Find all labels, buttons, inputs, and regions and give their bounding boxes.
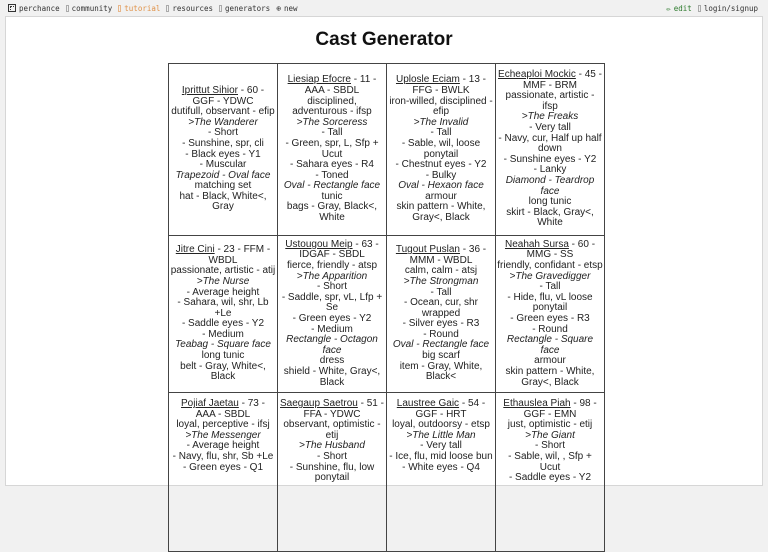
character-traits: calm, calm - atsj [404, 265, 478, 277]
character-role: >The Little Man [406, 429, 476, 441]
nav-edit-label: edit [673, 3, 692, 13]
nav-resources-label: resources [172, 3, 214, 13]
cast-cell [278, 236, 387, 393]
character-role: >The Nurse [196, 275, 250, 287]
character-eyes: - Green eyes - R3 [510, 313, 590, 324]
character-build: - Medium [311, 323, 353, 335]
cast-row [169, 393, 605, 552]
character-accessory: item - Gray, White, Black< [399, 360, 483, 383]
character-role: >The Freaks [521, 111, 579, 123]
nav-login[interactable] [698, 4, 758, 13]
generators-icon [219, 5, 222, 12]
cast-cell [496, 236, 605, 393]
character-eyes: - Silver eyes - R3 [402, 318, 480, 330]
character-build: - Lanky [533, 164, 567, 176]
character-name[interactable]: Ustougou Meip [285, 238, 353, 250]
nav-edit[interactable] [666, 4, 692, 13]
character-outfit: dress [319, 355, 345, 367]
character-height: - Short [534, 440, 565, 452]
character-name[interactable]: Laustree Gaic [396, 398, 460, 409]
character-face: Trapezoid - Oval face [175, 169, 271, 181]
character-traits: dutifull, observant - efip [171, 106, 275, 118]
character-face: Oval - Rectangle face [392, 339, 490, 351]
character-outfit: big scarf [422, 350, 460, 362]
cast-row [169, 236, 605, 393]
community-icon [66, 5, 69, 12]
character-eyes: - Black eyes - Y1 [185, 148, 261, 160]
character-eyes: - Saddle eyes - Y2 [508, 472, 592, 484]
character-name[interactable]: Pojiaf Jaetau [181, 398, 239, 409]
character-traits: observant, optimistic - etij [283, 419, 381, 441]
character-hair: - Ocean, cur, shr wrapped [404, 297, 478, 319]
character-accessory: skin pattern - White, Gray<, Black [505, 365, 595, 388]
nav-community[interactable] [66, 4, 113, 13]
character-height: - Very tall [529, 122, 571, 134]
character-traits: passionate, artistic - ifsp [505, 90, 595, 112]
character-name[interactable]: Tugout Puslan [395, 244, 460, 256]
character-header: - 54 - GGF - HRT [415, 398, 486, 420]
character-eyes: - Chestnut eyes - Y2 [395, 159, 487, 171]
character-hair: - Sable, wil, , Sfp + Ucut [508, 450, 592, 473]
character-height: - Tall [430, 127, 452, 139]
character-role: >The Strongman [403, 275, 479, 287]
top-nav-bar [0, 0, 768, 16]
character-name[interactable]: Uplosle Eciam [395, 74, 460, 86]
character-outfit: tunic [321, 190, 343, 202]
character-traits: fierce, friendly - atsp [286, 260, 378, 272]
character-hair: - Navy, flu, shr, Sb +Le [172, 450, 274, 462]
character-build: - Bulky [425, 169, 457, 181]
character-build: - Toned [315, 169, 349, 181]
character-outfit: long tunic [201, 350, 245, 362]
character-hair: - Hide, flu, vL loose ponytail [507, 291, 593, 314]
character-name[interactable]: Ethauslea Piah [503, 398, 571, 409]
character-build: - Round [532, 323, 568, 335]
character-accessory: skirt - Black, Gray<, White [506, 206, 594, 229]
character-accessory: hat - Black, White<, Gray [179, 190, 267, 213]
character-hair: - Green, spr, L, Sfp + Ucut [285, 137, 379, 160]
tutorial-icon [118, 5, 121, 12]
character-role: >The Giant [525, 429, 575, 441]
character-face: Rectangle - Square face [506, 334, 594, 356]
cast-cell [496, 393, 605, 552]
character-header: - 13 - FFG - BWLK [412, 74, 487, 96]
character-name[interactable]: Iprittut Sihior [181, 84, 238, 96]
character-build: - Round [423, 328, 459, 340]
character-name[interactable]: Saegaup Saetrou [280, 398, 358, 409]
character-hair: - Sahara, wil, shr, Lb +Le [177, 297, 269, 319]
character-header: - 60 - GGF - YDWC [192, 84, 265, 107]
character-name[interactable]: Liesiap Efocre [287, 74, 351, 86]
resources-icon [166, 5, 169, 12]
cast-cell [387, 393, 496, 552]
character-role: >The Apparition [296, 270, 368, 282]
character-traits: iron-willed, disciplined - efip [389, 95, 493, 118]
character-header: - 63 - IDGAF - SBDL [299, 238, 379, 261]
cast-cell [496, 64, 605, 236]
character-traits: loyal, outdoorsy - etsp [392, 419, 490, 431]
nav-generators-label: generators [225, 3, 271, 13]
character-role: >The Messenger [185, 429, 261, 441]
character-hair: - Sunshine, spr, cli [182, 137, 264, 149]
character-header: - 36 - MMM - WBDL [409, 244, 487, 266]
character-hair: - Sable, wil, loose ponytail [401, 137, 481, 160]
character-build: - Muscular [199, 159, 247, 171]
cast-cell [278, 393, 387, 552]
character-face: Oval - Rectangle face [283, 180, 381, 192]
user-icon [698, 5, 701, 12]
character-header: - 23 - FFM - WBDL [208, 244, 271, 266]
character-outfit: long tunic [528, 196, 572, 208]
character-header: - 60 - MMG - SS [526, 238, 596, 261]
nav-generators[interactable] [219, 4, 270, 13]
character-traits: loyal, perceptive - ifsj [176, 419, 270, 431]
character-role: >The Invalid [413, 116, 469, 128]
character-accessory: skin pattern - White, Gray<, Black [396, 201, 486, 224]
character-outfit: armour [425, 190, 457, 202]
plus-circle-icon: ⊕ [276, 3, 282, 13]
character-header: - 51 - FFA - YDWC [303, 398, 384, 420]
nav-tutorial[interactable] [118, 4, 160, 13]
nav-right [666, 4, 768, 13]
cast-cell [169, 393, 278, 552]
page-title: Cast Generator [315, 29, 453, 50]
nav-new[interactable] [276, 4, 297, 13]
character-height: - Tall [539, 281, 561, 293]
nav-perchance-label: perchance [19, 3, 60, 13]
cast-row [169, 64, 605, 236]
character-height: - Short [316, 450, 347, 462]
character-role: >The Wanderer [188, 116, 258, 128]
nav-community-label: community [71, 3, 113, 13]
character-traits: friendly, confidant - etsp [497, 260, 603, 272]
nav-new-label: new [284, 3, 298, 13]
cast-table [168, 63, 605, 552]
character-accessory: shield - White, Gray<, Black [283, 365, 381, 388]
perchance-logo-icon [8, 4, 16, 12]
character-name[interactable]: Jitre Cini [175, 244, 215, 256]
character-accessory: belt - Gray, White<, Black [180, 360, 266, 383]
character-traits: passionate, artistic - atij [170, 265, 276, 277]
nav-resources[interactable] [166, 4, 213, 13]
character-header: - 11 - AAA - SBDL [304, 74, 377, 96]
character-face: Rectangle - Octagon face [286, 334, 378, 356]
character-height: - Tall [430, 286, 452, 298]
character-outfit: matching set [194, 180, 252, 192]
character-height: - Average height [186, 286, 260, 298]
character-face: Diamond - Teardrop face [505, 174, 595, 197]
character-face: Oval - Hexaon face [398, 180, 484, 192]
character-hair: - Ice, flu, mid loose bun [389, 450, 493, 462]
character-outfit: armour [534, 355, 566, 367]
nav-login-label: login/signup [703, 3, 758, 13]
character-traits: disciplined, adventurous - ifsp [292, 95, 372, 118]
cast-cell [169, 236, 278, 393]
character-eyes: - White eyes - Q4 [402, 461, 480, 473]
character-build: - Medium [202, 328, 244, 340]
character-header: - 45 - MMF - BRM [523, 69, 602, 91]
nav-perchance[interactable] [8, 4, 60, 13]
pencil-icon: ✏ [666, 3, 671, 13]
character-face: Teabag - Square face [175, 339, 271, 351]
character-hair: - Navy, cur, Half up half down [498, 132, 602, 155]
character-eyes: - Green eyes - Q1 [182, 461, 264, 473]
character-height: - Average height [186, 440, 260, 452]
character-eyes: - Green eyes - Y2 [292, 313, 372, 324]
character-height: - Very tall [420, 440, 462, 452]
cast-cell [387, 236, 496, 393]
character-traits: just, optimistic - etij [507, 419, 593, 431]
character-height: - Short [207, 127, 238, 139]
character-eyes: - Sunshine eyes - Y2 [503, 153, 597, 165]
character-height: - Tall [321, 127, 343, 139]
character-role: >The Gravedigger [509, 270, 591, 282]
character-height: - Short [316, 281, 347, 293]
nav-left [0, 4, 298, 13]
cast-cell [169, 64, 278, 236]
character-hair: - Saddle, spr, vL, Lfp + Se [281, 291, 383, 314]
cast-cell [278, 64, 387, 236]
character-hair: - Sunshine, flu, low ponytail [289, 461, 375, 484]
character-header: - 73 - AAA - SBDL [195, 398, 265, 420]
character-name[interactable]: Echeaploi Mockic [498, 69, 576, 81]
cast-cell [387, 64, 496, 236]
character-role: >The Husband [299, 440, 365, 452]
character-accessory: bags - Gray, Black<, White [286, 201, 378, 224]
character-name[interactable]: Neahah Sursa [504, 238, 569, 250]
character-eyes: - Sahara eyes - R4 [290, 159, 374, 171]
character-eyes: - Saddle eyes - Y2 [181, 318, 265, 330]
nav-tutorial-label: tutorial [124, 3, 161, 13]
character-role: >The Sorceress [296, 116, 368, 128]
character-header: - 98 - GGF - EMN [523, 398, 597, 420]
